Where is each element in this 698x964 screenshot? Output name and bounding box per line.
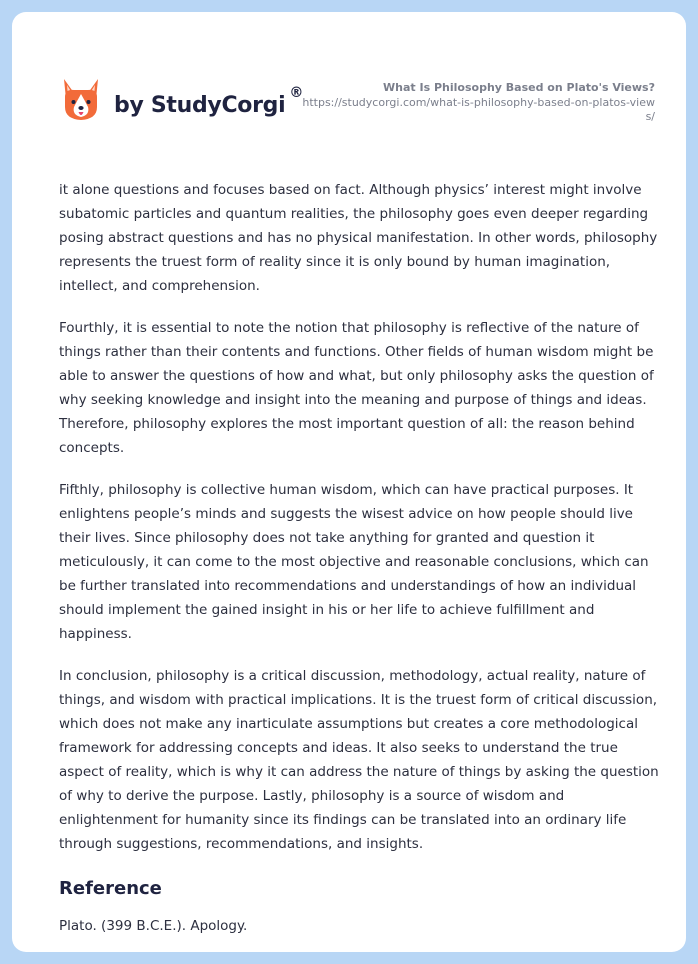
- document-header: [12, 12, 686, 162]
- corgi-logo-icon: [60, 77, 102, 125]
- header-meta: [295, 80, 655, 124]
- registered-mark: ®: [289, 85, 304, 101]
- studycorgi-logo[interactable]: [60, 76, 303, 126]
- paragraph: it alone questions and focuses based on fact. Although physics’ interest might involve subatomic particles and quantum realities, the philosophy goes even deeper regarding posing abstract questions and has no physical manifestation. In other words, philosophy represents the truest form of reality since it is only bound by human imagination, intellect, and comprehension.: [59, 182, 658, 294]
- paragraph: In conclusion, philosophy is a critical discussion, methodology, actual reality, nature of things, and wisdom with practical implications. It is the truest form of critical discussion, which does not make any inarticulate assumptions but creates a core methodological framework for addressing concepts and ideas. It also seeks to understand the true aspect of reality, which is why it can address the nature of things by asking the question of why to derive the purpose. Lastly, philosophy is a source of wisdom and enlightenment for humanity since its findings can be translated into an ordinary life through suggestions, recommendations, and insights.: [59, 668, 659, 852]
- document-url[interactable]: https://studycorgi.com/what-is-philosophy-based-on-platos-views/: [302, 96, 655, 123]
- document-page: [12, 12, 686, 952]
- document-body: [59, 178, 659, 938]
- paragraph: Fifthly, philosophy is collective human wisdom, which can have practical purposes. It enlightens people’s minds and suggests the wisest advice on how people should live their lives. Since philosophy does not take anything for granted and question it meticulously, it can come to the most objective and reasonable conclusions, which can be further translated into recommendations and understandings of how an individual should implement the gained insight in his or her life to achieve fulfillment and happiness.: [59, 482, 649, 642]
- reference-item: Plato. (399 B.C.E.). Apology.: [59, 918, 248, 934]
- document-title: What Is Philosophy Based on Plato's Views?: [383, 81, 655, 94]
- logo-text: by StudyCorgi: [114, 92, 286, 118]
- reference-heading: Reference: [59, 878, 162, 899]
- paragraph: Fourthly, it is essential to note the notion that philosophy is reflective of the nature of things rather than their contents and functions. Other fields of human wisdom might be able to answer the questions of how and what, but only philosophy asks the question of why seeking knowledge and insight into the meaning and purpose of things and ideas. Therefore, philosophy explores the most important question of all: the reason behind concepts.: [59, 320, 654, 456]
